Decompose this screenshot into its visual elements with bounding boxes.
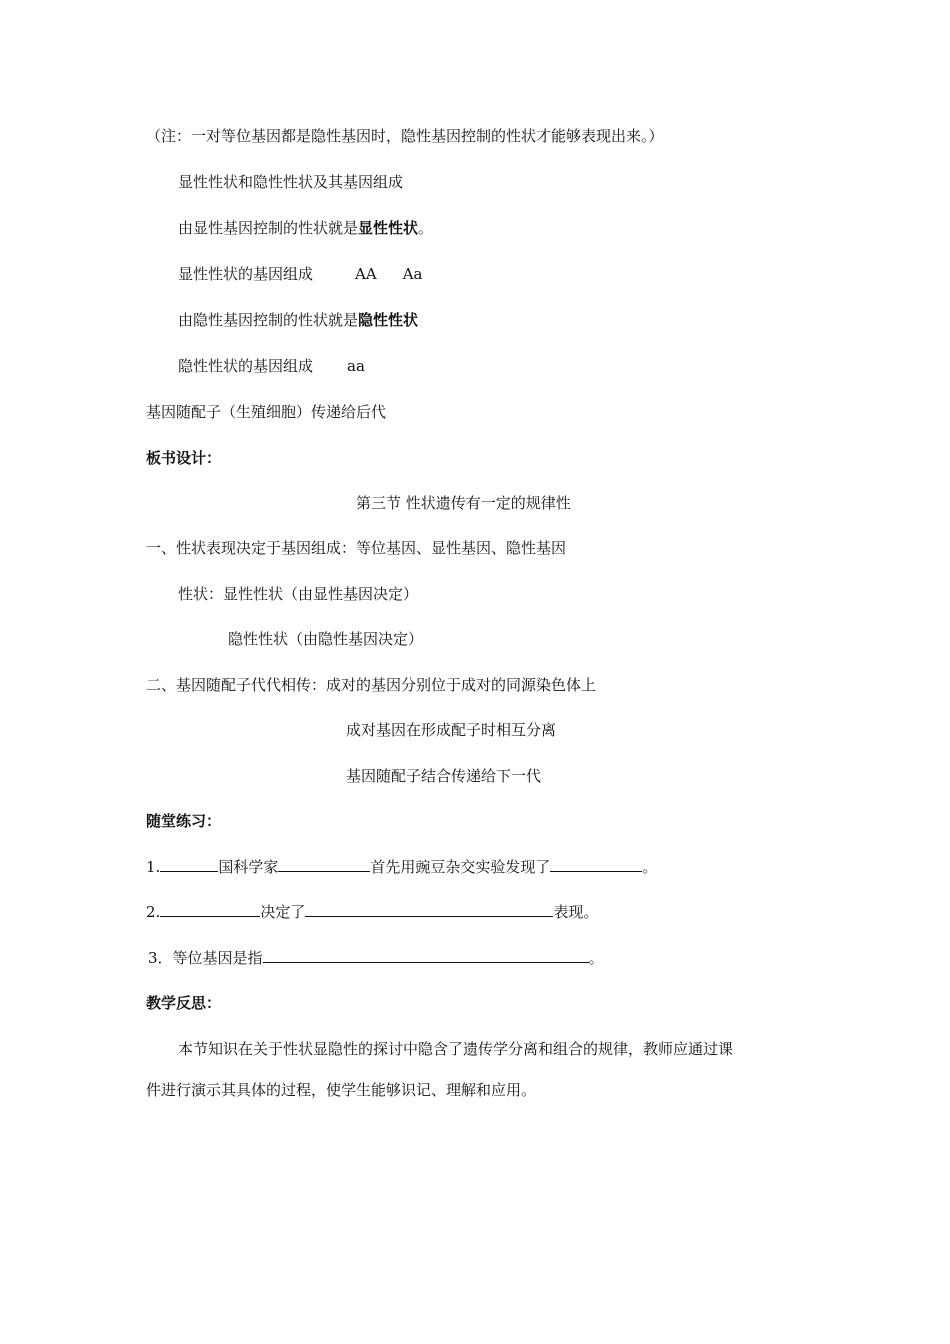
reflection-line-1: 本节知识在关于性状显隐性的探讨中隐含了遗传学分离和组合的规律，教师应通过课 [178, 1040, 734, 1058]
exercise-question-3 [148, 948, 604, 968]
board-point-2-c: 基因随配子结合传递给下一代 [346, 767, 542, 785]
dominant-def-suffix: 。 [418, 219, 434, 237]
reflection-line-2: 件进行演示其具体的过程，使学生能够识记、理解和应用。 [146, 1081, 537, 1099]
q1-blank-3[interactable] [550, 857, 642, 872]
q1-blank-2[interactable] [278, 857, 370, 872]
board-point-2: 二、基因随配子代代相传：成对的基因分别位于成对的同源染色体上 [146, 676, 597, 694]
dominant-def-prefix: 由显性基因控制的性状就是 [178, 219, 359, 237]
recessive-definition [178, 310, 418, 330]
q2-text-a: 决定了 [260, 903, 306, 921]
q2-blank-1[interactable] [160, 902, 260, 917]
board-point-2-b: 成对基因在形成配子时相互分离 [346, 721, 557, 739]
board-design-heading: 板书设计： [146, 449, 222, 467]
board-trait-recessive: 隐性性状（由隐性基因决定） [228, 630, 424, 648]
q1-text-b: 首先用豌豆杂交实验发现了 [370, 858, 551, 876]
reflection-heading: 教学反思： [146, 994, 222, 1012]
exercise-heading: 随堂练习： [146, 812, 222, 830]
dominant-recessive-heading: 显性性状和隐性性状及其基因组成 [178, 173, 404, 191]
recessive-genotype-label: 隐性性状的基因组成 [178, 357, 314, 375]
note-text: （注：一对等位基因都是隐性基因时，隐性基因控制的性状才能够表现出来。） [146, 127, 664, 145]
board-title: 第三节 性状遗传有一定的规律性 [356, 494, 571, 512]
dominant-genotype-label: 显性性状的基因组成 [178, 265, 314, 283]
recessive-genotype-line [178, 356, 365, 376]
q1-number: 1. [146, 858, 161, 876]
recessive-def-term: 隐性性状 [358, 311, 419, 329]
q3-number: 3． [148, 949, 173, 967]
q2-text-b: 表现。 [553, 903, 599, 921]
genotype-aa: aa [347, 357, 365, 375]
dominant-genotype-line [178, 264, 422, 284]
q1-blank-1[interactable] [160, 857, 218, 872]
dominant-def-term: 显性性状 [358, 219, 419, 237]
genotype-Aa: Aa [402, 265, 423, 283]
exercise-question-2 [146, 902, 598, 922]
board-trait-dominant: 性状：显性性状（由显性基因决定） [178, 585, 419, 603]
q1-end: 。 [642, 858, 658, 876]
q2-number: 2. [146, 903, 161, 921]
q1-text-a: 国科学家 [218, 858, 279, 876]
q3-blank-1[interactable] [263, 948, 589, 963]
q3-text-a: 等位基因是指 [172, 949, 263, 967]
genotype-AA: AA [355, 265, 377, 283]
q2-blank-2[interactable] [305, 902, 553, 917]
gamete-transmission-text: 基因随配子（生殖细胞）传递给后代 [146, 403, 387, 421]
board-point-1: 一、性状表现决定于基因组成：等位基因、显性基因、隐性基因 [146, 539, 567, 557]
exercise-question-1 [146, 857, 657, 877]
dominant-definition [178, 218, 433, 238]
q3-end: 。 [588, 949, 604, 967]
recessive-def-prefix: 由隐性基因控制的性状就是 [178, 311, 359, 329]
